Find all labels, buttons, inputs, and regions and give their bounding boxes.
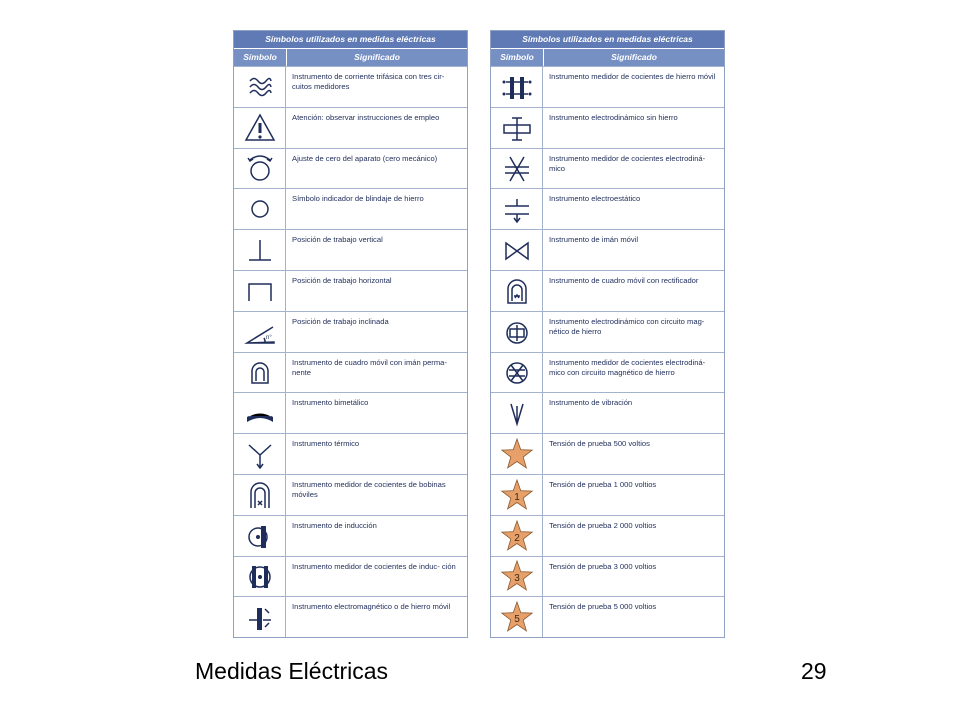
footer-title: Medidas Eléctricas (195, 658, 389, 684)
table-header (491, 48, 724, 66)
symbol-cell (491, 353, 543, 393)
column-header-symbol: Símbolo (234, 49, 287, 66)
table-header (234, 48, 467, 66)
table-row (234, 352, 467, 393)
symbol-cell (491, 271, 543, 311)
table-row (491, 107, 724, 148)
table-title: Símbolos utilizados en medidas eléctricas (234, 31, 467, 48)
table-row (234, 433, 467, 474)
table-row (234, 311, 467, 352)
table-row (491, 433, 724, 474)
svg-text:2: 2 (513, 532, 520, 544)
warning-triangle-icon (243, 111, 277, 145)
table-row (234, 229, 467, 270)
meaning-text: Instrumento medidor de cocientes de hierro móvil (549, 72, 716, 81)
symbol-cell (234, 108, 286, 148)
star-icon (500, 559, 534, 593)
meaning-text: Tensión de prueba 1 000 voltios (549, 479, 657, 489)
vibration-icon (500, 396, 534, 430)
vertical-position-icon (243, 233, 277, 267)
svg-text:5: 5 (513, 614, 520, 626)
meaning-text: Posición de trabajo vertical (292, 235, 383, 245)
meaning-text: Instrumento de cuadro móvil con rectificador (549, 275, 699, 285)
symbol-cell (491, 475, 543, 515)
moving-magnet-icon (500, 233, 534, 267)
table-row (491, 392, 724, 433)
meaning-text: Instrumento medidor de cocientes de induc- ción (292, 561, 456, 571)
column-header-meaning: Significado (354, 52, 400, 62)
svg-text:1: 1 (513, 491, 520, 503)
meaning-text: Instrumento de vibración (549, 398, 633, 408)
star-icon (500, 519, 534, 553)
coil-ratio-meter-icon (243, 478, 277, 512)
table-row (234, 188, 467, 229)
symbol-cell (491, 230, 543, 270)
svg-text:3: 3 (513, 573, 520, 585)
meaning-text: Instrumento de inducción (292, 520, 377, 530)
table-row (491, 556, 724, 597)
electrostatic-icon (500, 192, 534, 226)
induction-icon (243, 519, 277, 553)
meaning-text: Tensión de prueba 2 000 voltios (549, 520, 657, 530)
table-row (234, 556, 467, 597)
page-number: 29 (801, 658, 827, 684)
table-row (491, 66, 724, 107)
induction-ratio-icon (243, 559, 277, 593)
symbol-cell (491, 149, 543, 189)
symbol-cell (491, 516, 543, 556)
zero-adjust-icon (243, 151, 277, 185)
symbol-cell (491, 434, 543, 474)
three-phase-icon (243, 70, 277, 104)
star-icon (500, 478, 534, 512)
meaning-text: Instrumento térmico (292, 439, 360, 449)
symbol-cell (234, 597, 286, 637)
table-row (234, 392, 467, 433)
table-row (234, 148, 467, 189)
symbols-table-right (490, 30, 725, 638)
table-body (234, 66, 467, 637)
symbol-cell (234, 393, 286, 433)
table-row (234, 107, 467, 148)
table-title: Símbolos utilizados en medidas eléctricas (491, 31, 724, 48)
table-row (491, 352, 724, 393)
symbol-cell (234, 67, 286, 107)
electromagnetic-icon (243, 600, 277, 634)
electrodynamic-icon (500, 111, 534, 145)
symbol-cell (491, 67, 543, 107)
table-row (491, 515, 724, 556)
star-icon (500, 600, 534, 634)
symbol-cell (234, 557, 286, 597)
symbols-table-left (233, 30, 468, 638)
table-row (234, 596, 467, 637)
symbol-cell (234, 149, 286, 189)
inclined-position-icon (243, 315, 277, 349)
symbol-cell (234, 434, 286, 474)
meaning-text: Instrumento medidor de cocientes electrodiná- mico con circuito magnético de hierro (549, 357, 706, 377)
meaning-text: Símbolo indicador de blindaje de hierro (292, 194, 424, 204)
meaning-text: Instrumento de cuadro móvil con imán perma- nente (292, 357, 447, 377)
electrodynamic-iron-icon (500, 315, 534, 349)
meaning-text: Instrumento electromagnético o de hierro móvil (292, 602, 451, 612)
meaning-text: Instrumento de imán móvil (549, 235, 639, 245)
table-row (491, 474, 724, 515)
meaning-text: Tensión de prueba 3 000 voltios (549, 561, 657, 571)
meaning-text: Ajuste de cero del aparato (cero mecánico) (292, 153, 438, 163)
symbol-cell (491, 108, 543, 148)
bimetallic-icon (243, 396, 277, 430)
table-row (491, 311, 724, 352)
meaning-text: Tensión de prueba 500 voltios (549, 439, 650, 449)
star-icon (500, 437, 534, 471)
symbol-cell (491, 393, 543, 433)
column-header-meaning: Significado (611, 52, 657, 62)
meaning-text: Tensión de prueba 5 000 voltios (549, 602, 657, 612)
svg-text:n°: n° (265, 334, 272, 341)
meaning-text: Instrumento medidor de cocientes electrodiná- mico (549, 153, 706, 173)
table-row (491, 188, 724, 229)
symbol-cell (234, 516, 286, 556)
symbol-cell (491, 189, 543, 229)
table-row (234, 270, 467, 311)
meaning-text: Instrumento de corriente trifásica con tres cir- cuitos medidores (292, 72, 445, 91)
symbol-cell (234, 353, 286, 393)
symbol-cell (491, 312, 543, 352)
table-row (491, 148, 724, 189)
symbol-cell (234, 475, 286, 515)
column-header-symbol: Símbolo (491, 49, 544, 66)
meaning-text: Instrumento bimetálico (292, 398, 369, 408)
table-row (234, 66, 467, 107)
table-row (234, 515, 467, 556)
symbol-cell (234, 230, 286, 270)
electrodynamic-ratio-icon (500, 151, 534, 185)
table-row (234, 474, 467, 515)
meaning-text: Instrumento medidor de cocientes de bobinas móviles (292, 479, 446, 499)
moving-coil-magnet-icon (243, 355, 277, 389)
rectifier-coil-icon (500, 274, 534, 308)
electrodynamic-ratio-iron-icon (500, 355, 534, 389)
meaning-text: Posición de trabajo inclinada (292, 316, 389, 326)
iron-shield-icon (243, 192, 277, 226)
moving-iron-ratio-icon (500, 70, 534, 104)
meaning-text: Instrumento electrodinámico con circuito mag- nético de hierro (549, 316, 705, 336)
symbol-cell (234, 312, 286, 352)
symbol-cell (491, 597, 543, 637)
table-row (491, 270, 724, 311)
meaning-text: Atención: observar instrucciones de empleo (292, 112, 440, 122)
meaning-text: Instrumento electroestático (549, 194, 641, 204)
thermal-icon (243, 437, 277, 471)
table-body (491, 66, 724, 637)
meaning-text: Posición de trabajo horizontal (292, 275, 392, 285)
table-row (491, 596, 724, 637)
horizontal-position-icon (243, 274, 277, 308)
symbol-cell (491, 557, 543, 597)
meaning-text: Instrumento electrodinámico sin hierro (549, 112, 678, 122)
table-row (491, 229, 724, 270)
symbol-cell (234, 189, 286, 229)
symbol-cell (234, 271, 286, 311)
